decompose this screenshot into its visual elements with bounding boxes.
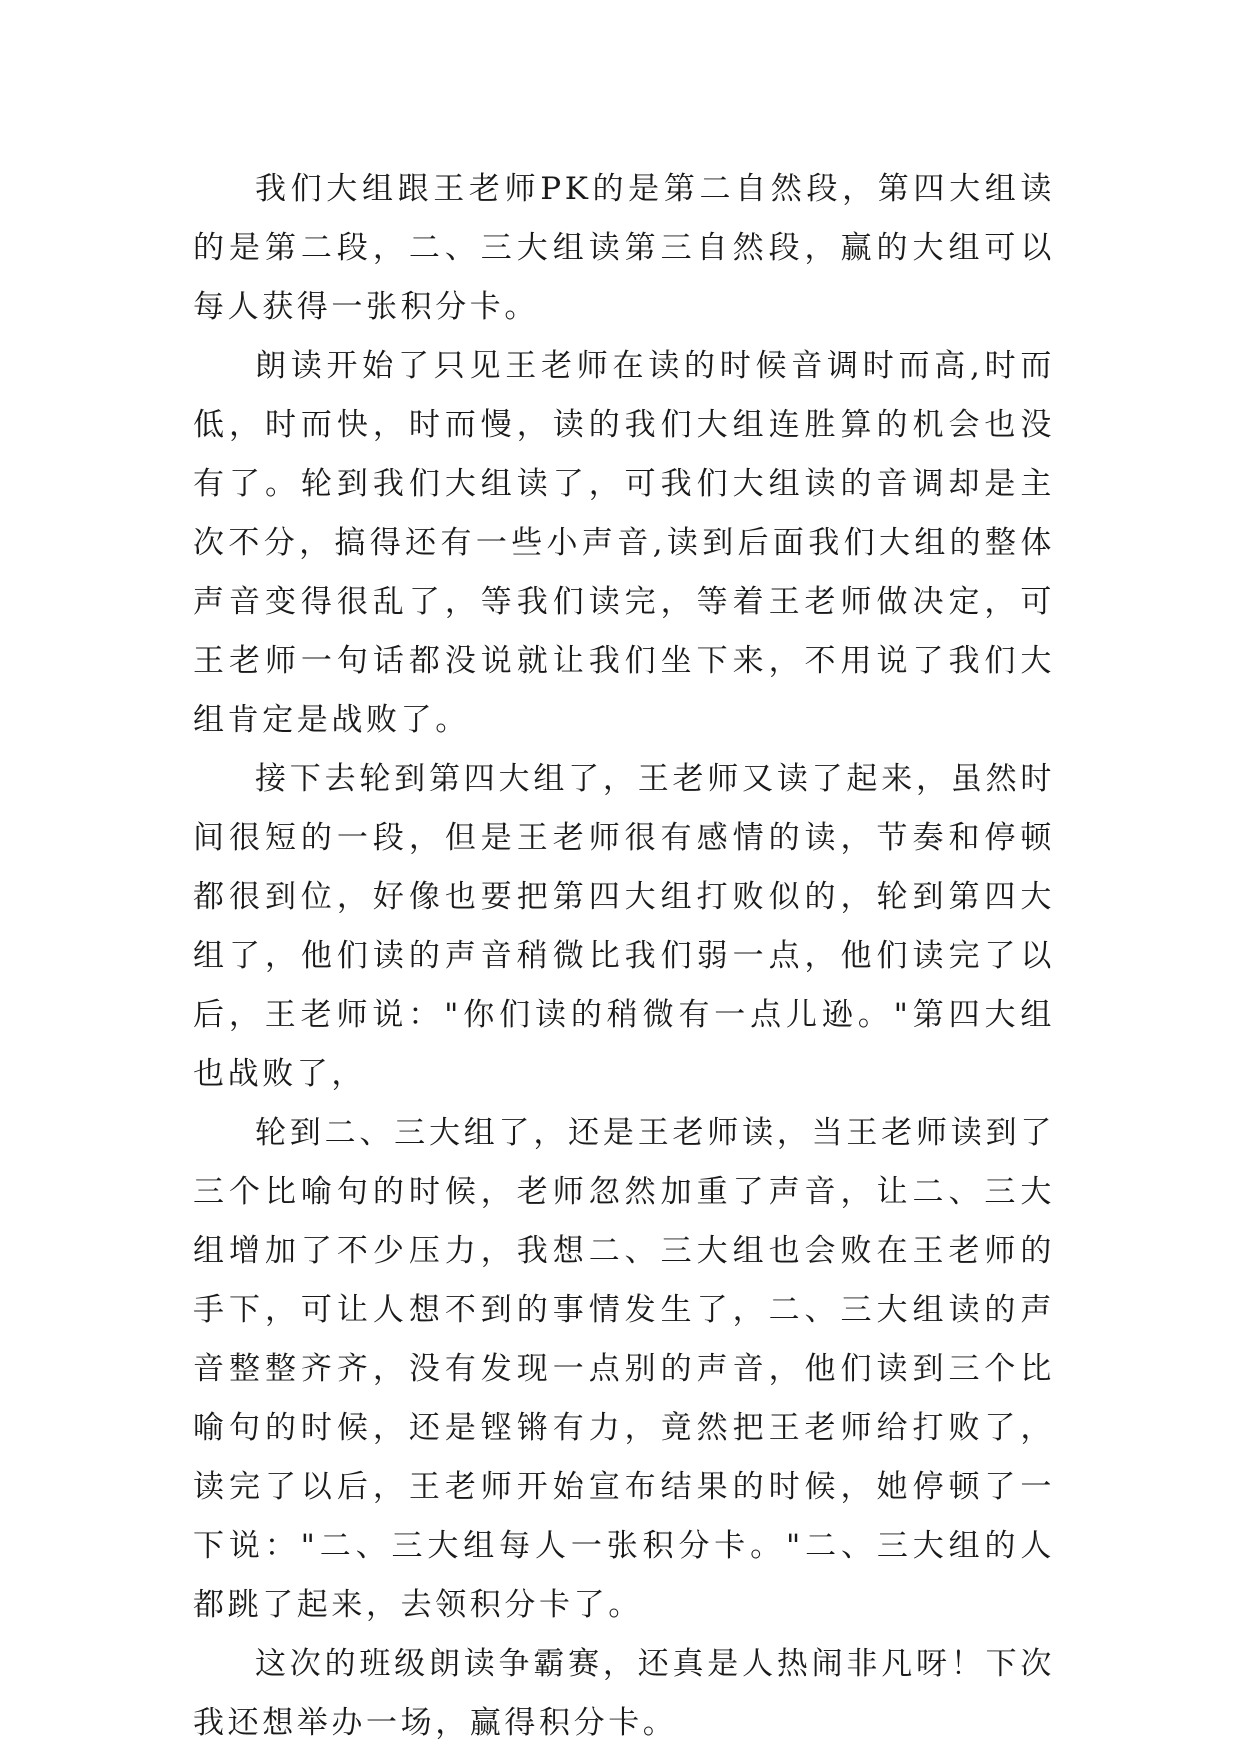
paragraph-2: 朗读开始了只见王老师在读的时候音调时而高,时而低，时而快，时而慢，读的我们大组连胜算的机会也没有了。轮到我们大组读了，可我们大组读的音调却是主次不分，搞得还有一些小声音,读到后面我们大组的整体声音变得很乱了，等我们读完，等着王老师做决定，可王老师一句话都没说就让我们坐下来，不用说了我们大组肯定是战败了。 — [193, 348, 1055, 738]
paragraph-5: 这次的班级朗读争霸赛，还真是人热闹非凡呀！下次我还想举办一场，赢得积分卡。 — [193, 1646, 1055, 1741]
paragraph-4: 轮到二、三大组了，还是王老师读，当王老师读到了三个比喻句的时候，老师忽然加重了声音，让二、三大组增加了不少压力，我想二、三大组也会败在王老师的手下，可让人想不到的事情发生了，二、三大组读的声音整整齐齐，没有发现一点别的声音，他们读到三个比喻句的时候，还是铿锵有力，竟然把王老师给打败了，读完了以后，王老师开始宣布结果的时候，她停顿了一下说："二、三大组每人一张积分卡。"二、三大组的人都跳了起来，去领积分卡了。 — [193, 1115, 1055, 1623]
paragraph-1: 我们大组跟王老师PK的是第二自然段，第四大组读的是第二段，二、三大组读第三自然段，赢的大组可以每人获得一张积分卡。 — [193, 171, 1055, 325]
paragraph-3: 接下去轮到第四大组了，王老师又读了起来，虽然时间很短的一段，但是王老师很有感情的读，节奏和停顿都很到位，好像也要把第四大组打败似的，轮到第四大组了，他们读的声音稍微比我们弱一点，他们读完了以后，王老师说："你们读的稍微有一点儿逊。"第四大组也战败了， — [193, 761, 1055, 1092]
document-body — [193, 160, 1055, 1753]
